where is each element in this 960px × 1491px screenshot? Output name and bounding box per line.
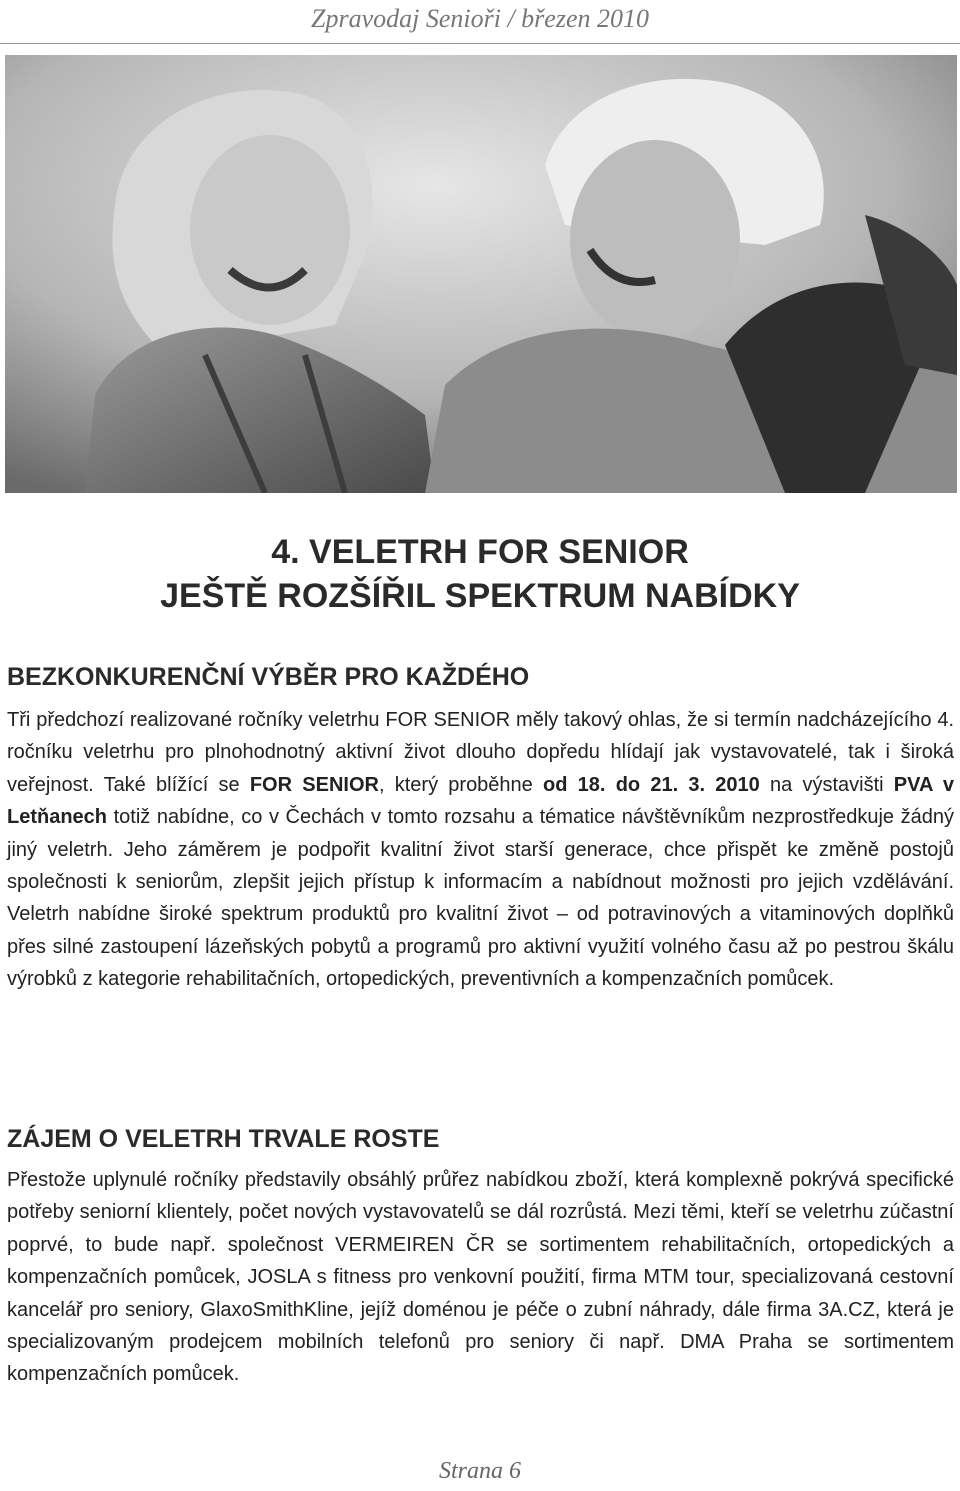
publication-header: Zpravodaj Senioři / březen 2010 (311, 4, 649, 33)
page-number: Strana 6 (438, 1458, 521, 1484)
section-heading-2: ZÁJEM O VELETRH TRVALE ROSTE (7, 1125, 440, 1153)
section-1-bold-dates: od 18. do 21. 3. 2010 (543, 773, 760, 796)
section-1-text-part-3: na výstavišti (759, 773, 894, 796)
section-2-text: Přestože uplynulé ročníky představily obsáhlý průřez nabídkou zboží, která komplexně pokrývá specifické potřeby seniorní klientely, počet nových vystavovatelů se dál rozrůstá. Mezi těmi, kteří se veletrhu zúčastní poprvé, to bude např. společnost VERMEIREN ČR se sortimentem rehabilitačních, ortopedických a kompenzačních pomůcek, JOSLA s fitness pro venkovní použití, firma MTM tour, specializovaná cestovní kancelář pro seniory, GlaxoSmithKline, jejíž doménou je péče o zubní náhrady, dále firma 3A.CZ, která je specializovaným prodejcem mobilních telefonů pro seniory či např. DMA Praha se sortimentem kompenzačních pomůcek. (7, 1169, 954, 1386)
section-1-text-part-4: totiž nabídne, co v Čechách v tomto rozsahu a tématice návštěvníkům nezprostředkuje žádný jiný veletrh. Jeho záměrem je podpořit kvalitní život starší generace, chce přispět ke změně postojů společnosti k seniorům, zlepšit jejich přístup k informacím a nabídnout možnosti pro jejich vzdělávání. Veletrh nabídne široké spektrum produktů pro kvalitní život – od potravinových a vitaminových doplňků přes silné zastoupení lázeňských pobytů a programů pro aktivní využití volného času až po pestrou škálu výrobků z kategorie rehabilitačních, ortopedických, preventivních a kompenzačních pomůcek. (7, 806, 954, 991)
section-1-text (7, 704, 954, 996)
section-1-bold-venue: PVA v Letňanech (7, 773, 955, 829)
section-1-bold-event: FOR SENIOR (249, 773, 379, 796)
section-1-text-part-1: Tři předchozí realizované ročníky veletrhu FOR SENIOR měly takový ohlas, že si termín nadcházejícího 4. ročníku veletrhu pro plnohodnotný aktivní život dlouho dopředu hlídají jak vystavovatelé, tak i široká veřejnost. Také blížící se (7, 709, 954, 796)
section-1-text-part-2: , který proběhne (378, 773, 544, 796)
photo-elderly-couple (5, 55, 957, 493)
article-title-line-1: 4. VELETRH FOR SENIOR (271, 533, 689, 571)
header-divider (0, 43, 960, 44)
section-heading-1: BEZKONKURENČNÍ VÝBĚR PRO KAŽDÉHO (7, 663, 530, 691)
article-title (0, 530, 960, 618)
article-title-line-2: JEŠTĚ ROZŠÍŘIL SPEKTRUM NABÍDKY (160, 577, 800, 615)
